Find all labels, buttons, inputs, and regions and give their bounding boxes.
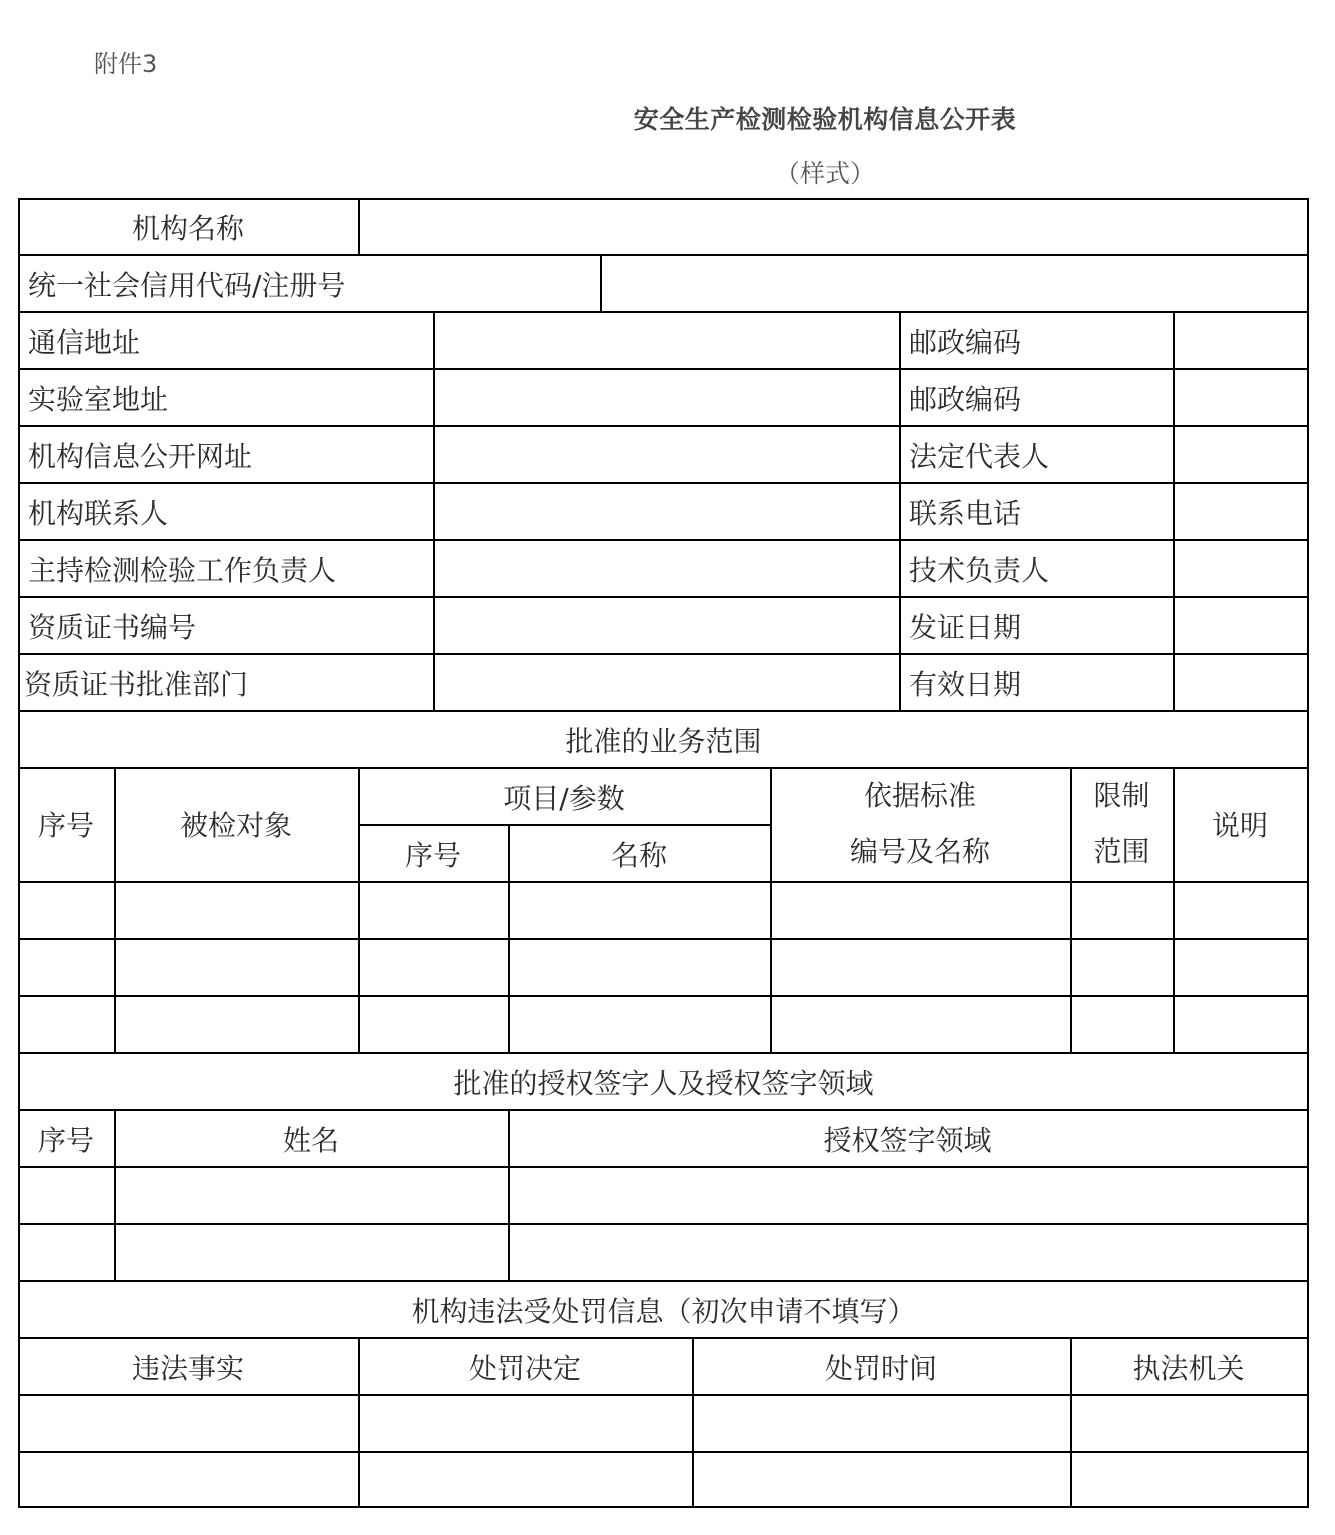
scope-header-limit bbox=[1070, 767, 1173, 881]
info-row-label: 资质证书批准部门 bbox=[24, 667, 249, 701]
signers-header-seq: 序号 bbox=[37, 1123, 94, 1157]
info-row-right-label: 技术负责人 bbox=[909, 553, 1050, 587]
credit-code-label: 统一社会信用代码/注册号 bbox=[28, 268, 346, 302]
page-title: 安全生产检测检验机构信息公开表 bbox=[633, 105, 1017, 134]
rule bbox=[18, 995, 1309, 997]
info-row-label: 机构联系人 bbox=[28, 496, 169, 530]
info-row-label: 机构信息公开网址 bbox=[28, 439, 253, 473]
rule bbox=[18, 1223, 1309, 1225]
scope-header-standard-line2: 编号及名称 bbox=[849, 835, 990, 868]
signers-header-name: 姓名 bbox=[282, 1123, 339, 1157]
info-row-label: 主持检测检验工作负责人 bbox=[28, 553, 337, 587]
signers-section-title: 批准的授权签字人及授权签字领域 bbox=[453, 1066, 874, 1100]
scope-header-sub-name: 名称 bbox=[610, 838, 667, 872]
scope-header-standard bbox=[770, 767, 1070, 881]
scope-section-title: 批准的业务范围 bbox=[565, 724, 762, 758]
annex-label: 附件3 bbox=[94, 50, 158, 78]
info-disclosure-table bbox=[18, 198, 1309, 1508]
info-row-right-label: 发证日期 bbox=[909, 610, 1022, 644]
penalty-header-time: 处罚时间 bbox=[824, 1351, 937, 1385]
info-row-right-label: 邮政编码 bbox=[909, 325, 1022, 359]
page-subtitle: （样式） bbox=[774, 159, 875, 188]
rule bbox=[18, 1451, 1309, 1453]
info-row-right-label: 法定代表人 bbox=[909, 439, 1050, 473]
info-row-right-label: 邮政编码 bbox=[909, 382, 1022, 416]
rule bbox=[600, 254, 602, 311]
penalty-section-title: 机构违法受处罚信息（初次申请不填写） bbox=[411, 1294, 916, 1328]
scope-header-limit-line1: 限制 bbox=[1093, 779, 1150, 812]
table-border-bottom bbox=[18, 1506, 1309, 1508]
penalty-header-decision: 处罚决定 bbox=[468, 1351, 581, 1385]
rule bbox=[433, 311, 435, 710]
info-row-label: 实验室地址 bbox=[28, 382, 169, 416]
rule bbox=[18, 938, 1309, 940]
scope-header-sub-seq: 序号 bbox=[404, 838, 461, 872]
scope-header-note: 说明 bbox=[1211, 809, 1268, 842]
signers-header-field: 授权签字领域 bbox=[823, 1123, 992, 1157]
penalty-header-fact: 违法事实 bbox=[131, 1351, 244, 1385]
scope-header-object: 被检对象 bbox=[179, 809, 292, 842]
penalty-header-authority: 执法机关 bbox=[1132, 1351, 1245, 1385]
scope-header-standard-line1: 依据标准 bbox=[863, 779, 976, 812]
info-row-right-label: 联系电话 bbox=[909, 496, 1022, 530]
scope-header-seq: 序号 bbox=[37, 809, 94, 842]
info-row-right-label: 有效日期 bbox=[909, 667, 1022, 701]
info-row-label: 资质证书编号 bbox=[28, 610, 197, 644]
org-name-label: 机构名称 bbox=[131, 212, 244, 245]
info-row-label: 通信地址 bbox=[28, 325, 141, 359]
scope-header-limit-line2: 范围 bbox=[1093, 835, 1150, 868]
rule bbox=[1173, 311, 1175, 710]
rule bbox=[358, 198, 360, 254]
scope-header-item-param: 项目/参数 bbox=[503, 781, 625, 815]
